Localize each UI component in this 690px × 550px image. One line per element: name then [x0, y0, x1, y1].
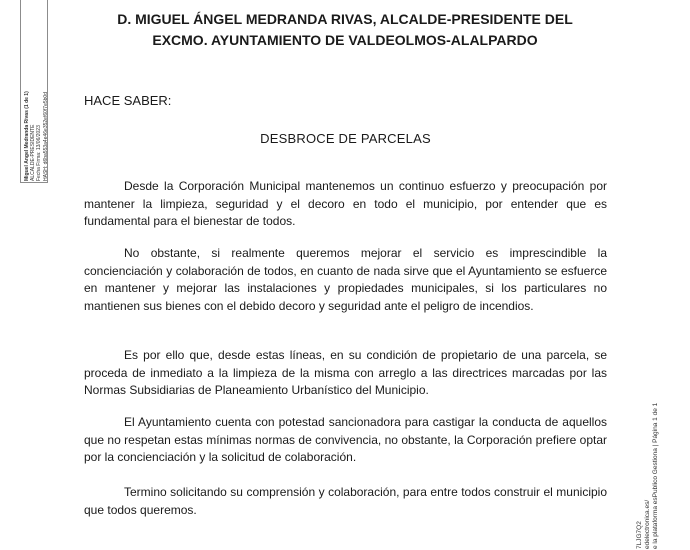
verification-text [636, 350, 672, 549]
verification-margin [632, 350, 672, 550]
paragraph-5: Termino solicitando su comprensión y colaboración, para entre todos construir el municipio que todos queremos. [84, 485, 607, 517]
header-line-1: D. MIGUEL ÁNGEL MEDRANDA RIVAS, ALCALDE-PRESIDENTE DEL [117, 11, 573, 27]
signer-role: ALCALDE-PRESIDENTE [30, 124, 37, 181]
signature-date: Fecha Firma: 13/06/2023 [36, 125, 43, 181]
paragraph-2: No obstante, si realmente queremos mejorar el servicio es imprescindible la concienciación y colaboración de todos, en cuanto de nada sirve que el Ayuntamiento se esfuerce en mantener y mejorar las instalaciones y propiedades municipales, si los particulares no mantienen sus bienes con el debido decoro y seguridad ante el peligro de incendios. [84, 246, 607, 313]
header-line-2: EXCMO. AYUNTAMIENTO DE VALDEOLMOS-ALALPARDO [152, 32, 538, 48]
verification-platform: e la plataforma esPublico Gestiona | Página 1 de 1 [652, 402, 659, 549]
signature-stamp-text [24, 0, 52, 181]
document-title: DESBROCE DE PARCELAS [260, 131, 431, 146]
document-header [100, 9, 590, 51]
paragraph-4: El Ayuntamiento cuenta con potestad sancionadora para castigar la conducta de aquellos que no respetan estas mínimas normas de convivencia, no obstante, la Corporación prefiere optar por la concienciación y la solicitud de colaboración. [84, 415, 607, 464]
paragraph-3: Es por ello que, desde estas líneas, en su condición de propietario de una parcela, se proceda de inmediato a la limpieza de la misma con arreglo a las directrices marcadas por las Normas Subsidiarias de Planeamiento Urbanístico del Municipio. [84, 348, 607, 397]
verification-url: edelectronica.es/ [644, 499, 651, 549]
signer-name: Miguel Ángel Medranda Rivas (1 de 1) [24, 91, 30, 181]
hace-saber-heading: HACE SABER: [84, 93, 172, 108]
signature-stamp [20, 0, 48, 183]
paragraph-1: Desde la Corporación Municipal mantenemos un continuo esfuerzo y preocupación por mantener la limpieza, seguridad y el decoro en todo el municipio, por entender que es fundamental para el bienestar de todos. [84, 179, 607, 228]
signature-hash: HASH: d6ba553a4e46e352ef60f7e5b0d [42, 92, 49, 181]
verification-code: 7LJG7Q2 [636, 521, 643, 549]
